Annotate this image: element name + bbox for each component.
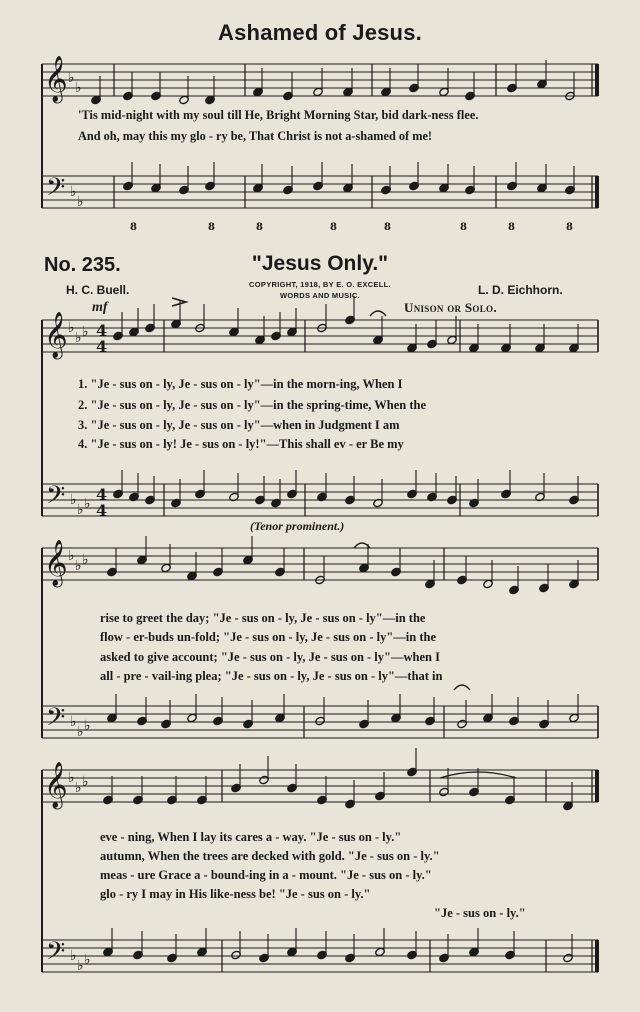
dynamic-marking: mf <box>92 300 108 315</box>
system2-verse4: all - pre - vail-ing plea; "Je - sus on - ly, Je - sus on - ly"—that in <box>100 669 443 683</box>
flat-icon: ♭ <box>77 958 84 974</box>
flat-icon: ♭ <box>77 724 84 740</box>
fermata-icon <box>454 685 470 690</box>
flat-icon: ♭ <box>84 718 91 734</box>
system3-verse3: meas - ure Grace a - bound-ing in a - mount. "Je - sus on - ly." <box>100 868 432 882</box>
treble-clef-icon: 𝄞 <box>44 762 68 808</box>
flat-icon: ♭ <box>84 952 91 968</box>
copyright-line-1: COPYRIGHT, 1918, BY E. O. EXCELL. <box>249 280 391 289</box>
system1-verse4: 4. "Je - sus on - ly! Je - sus on - ly!"—This shall ev - er Be my <box>78 437 404 451</box>
tenor-note: (Tenor prominent.) <box>250 519 345 533</box>
flat-icon: ♭ <box>70 714 77 730</box>
bass-clef-icon: 𝄢 <box>46 173 66 208</box>
hymn-title: "Jesus Only." <box>251 252 389 275</box>
flat-icon: ♭ <box>82 324 89 340</box>
bass-figure: 8 <box>508 222 515 233</box>
flat-icon: ♭ <box>70 184 77 200</box>
flat-icon: ♭ <box>82 774 89 790</box>
treble-clef-icon: 𝄞 <box>44 540 68 586</box>
fermata-icon <box>370 311 386 316</box>
previous-hymn-lyric-1: 'Tis mid-night with my soul till He, Bright Morning Star, bid dark-ness flee. <box>78 108 479 122</box>
flat-icon: ♭ <box>75 80 82 96</box>
time-signature-bottom: 4 <box>96 501 108 520</box>
system1-verse2: 2. "Je - sus on - ly, Je - sus on - ly"—in the spring-time, When the <box>78 398 427 412</box>
system3-verse4: glo - ry I may in His like-ness be! "Je - sus on - ly." <box>100 887 371 901</box>
author-credit: H. C. Buell. <box>66 283 130 297</box>
system3-verse2: autumn, When the trees are decked with gold. "Je - sus on - ly." <box>100 849 440 863</box>
accent-icon <box>172 298 186 306</box>
system2-verse3: asked to give account; "Je - sus on - ly, Je - sus on - ly"—when I <box>100 650 440 664</box>
flat-icon: ♭ <box>68 320 75 336</box>
final-barline-thick <box>595 176 599 208</box>
composer-credit: L. D. Eichhorn. <box>478 283 563 297</box>
system1-verse1: 1. "Je - sus on - ly, Je - sus on - ly"—in the morn-ing, When I <box>78 377 403 391</box>
bass-figure: 8 <box>256 222 263 233</box>
time-signature-top: 4 <box>96 485 108 504</box>
system3-echo: "Je - sus on - ly." <box>434 906 526 920</box>
time-signature-top: 4 <box>96 321 108 340</box>
flat-icon: ♭ <box>84 496 91 512</box>
hymn-number: No. 235. <box>44 254 121 276</box>
final-barline-thick <box>595 940 599 972</box>
flat-icon: ♭ <box>75 780 82 796</box>
final-barline-thick <box>595 770 599 802</box>
flat-icon: ♭ <box>77 194 84 210</box>
flat-icon: ♭ <box>82 552 89 568</box>
system3-verse1: eve - ning, When I lay its cares a - way. "Je - sus on - ly." <box>100 830 402 844</box>
flat-icon: ♭ <box>68 770 75 786</box>
time-signature-bottom: 4 <box>96 337 108 356</box>
flat-icon: ♭ <box>68 548 75 564</box>
flat-icon: ♭ <box>68 70 75 86</box>
flat-icon: ♭ <box>75 558 82 574</box>
bass-figure: 8 <box>330 222 337 233</box>
flat-icon: ♭ <box>75 330 82 346</box>
bass-figure: 8 <box>208 222 215 233</box>
bass-figure: 8 <box>384 222 391 233</box>
system1-verse3: 3. "Je - sus on - ly, Je - sus on - ly"—when in Judgment I am <box>78 418 400 432</box>
copyright-line-2: WORDS AND MUSIC. <box>280 291 360 300</box>
previous-hymn-lyric-2: And oh, may this my glo - ry be, That Christ is not a-shamed of me! <box>78 129 433 143</box>
bass-clef-icon: 𝄢 <box>46 703 66 738</box>
final-barline-thick <box>595 64 599 96</box>
system2-verse2: flow - er-buds un-fold; "Je - sus on - ly, Je - sus on - ly"—in the <box>100 630 437 644</box>
bass-figure: 8 <box>566 222 573 233</box>
flat-icon: ♭ <box>70 948 77 964</box>
unison-marking: Unison or Solo. <box>404 300 497 315</box>
system2-verse1: rise to greet the day; "Je - sus on - ly, Je - sus on - ly"—in the <box>100 611 426 625</box>
bass-clef-icon: 𝄢 <box>46 937 66 972</box>
previous-hymn-title: Ashamed of Jesus. <box>218 20 422 45</box>
bass-clef-icon: 𝄢 <box>46 481 66 516</box>
flat-icon: ♭ <box>77 502 84 518</box>
bass-figure: 8 <box>130 222 137 233</box>
bass-figure: 8 <box>460 222 467 233</box>
treble-clef-icon: 𝄞 <box>44 56 68 102</box>
flat-icon: ♭ <box>70 492 77 508</box>
treble-clef-icon: 𝄞 <box>44 312 68 358</box>
